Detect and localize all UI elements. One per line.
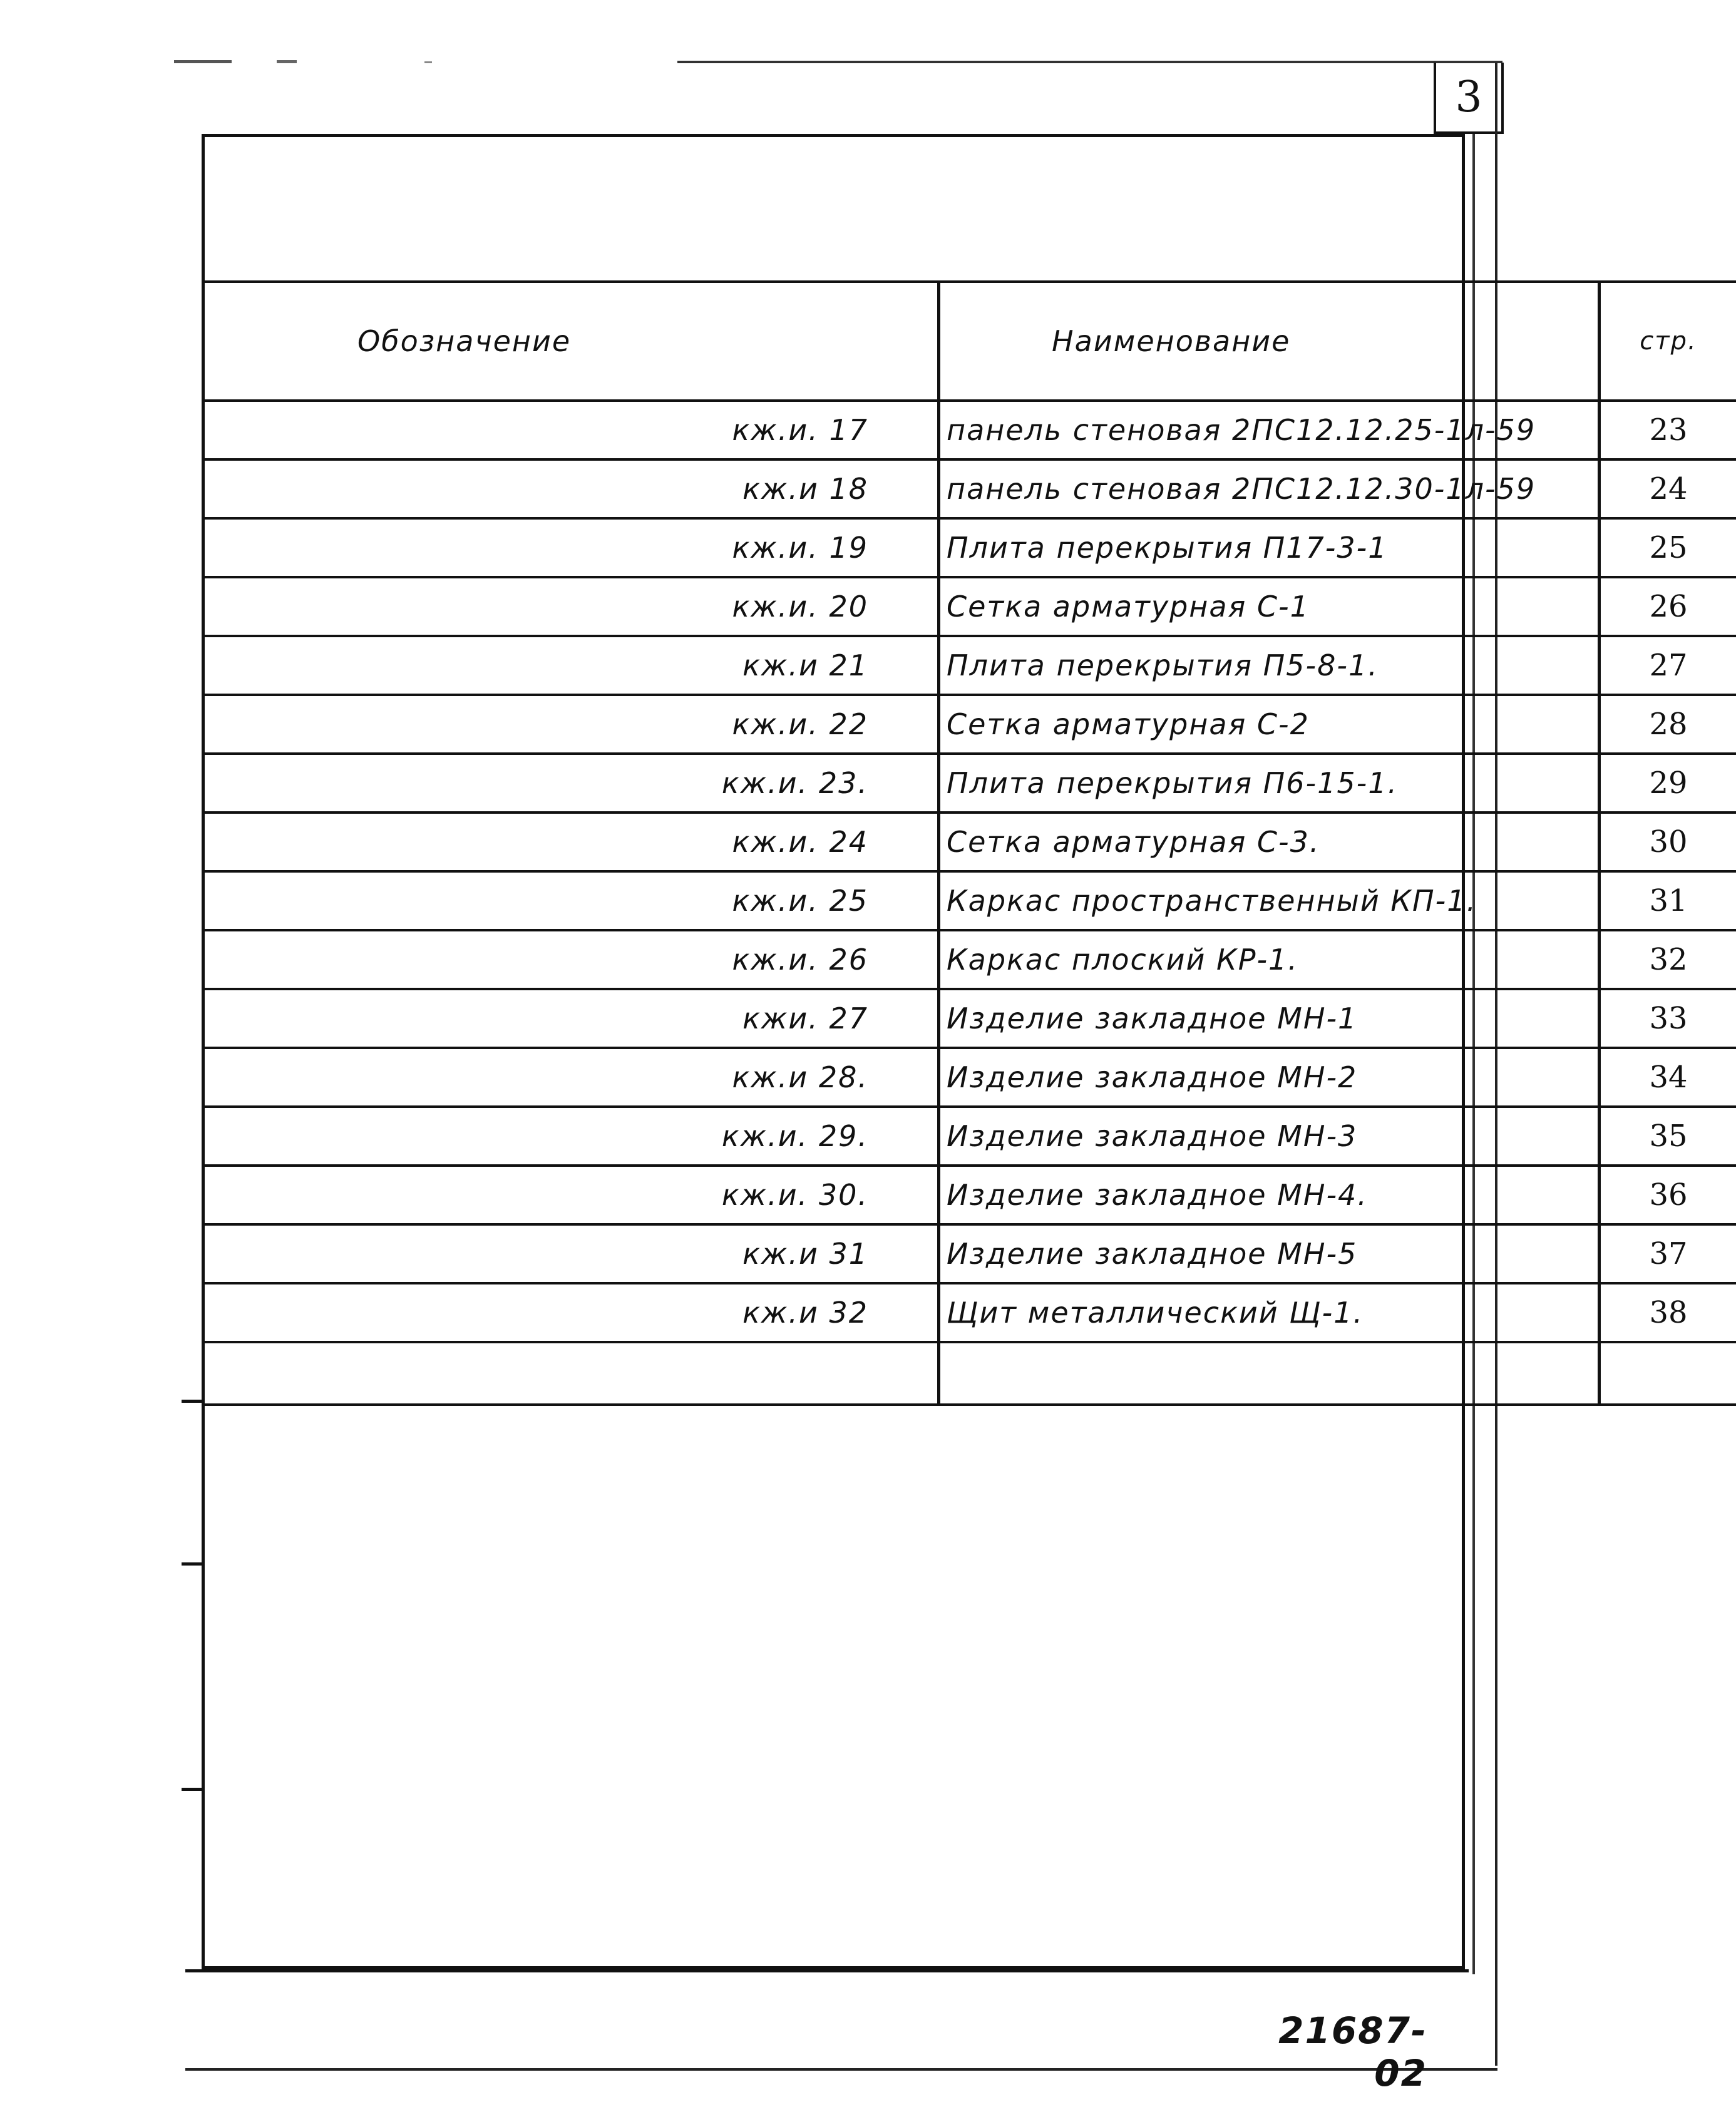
row-designation: кж.и 31 (205, 1224, 939, 1283)
row-name: Щит металлический Щ-1. (939, 1283, 1600, 1342)
row-page: 38 (1600, 1283, 1736, 1342)
table-row (205, 695, 1736, 754)
row-name: панель стеновая 2ПС12.12.25-1л-59 (939, 401, 1600, 459)
header-name: Наименование (939, 282, 1600, 401)
table-row (205, 1166, 1736, 1224)
row-designation: кж.и 21 (205, 636, 939, 695)
row-page: 26 (1600, 577, 1736, 636)
row-designation: кж.и. 19 (205, 518, 939, 577)
row-name: Изделие закладное МН-5 (939, 1224, 1600, 1283)
row-designation: кж.и 28. (205, 1048, 939, 1107)
row-name: Изделие закладное МН-1 (939, 989, 1600, 1048)
scan-mark (174, 60, 232, 63)
row-designation: кж.и. 29. (205, 1107, 939, 1166)
row-name: Плита перекрытия П5-8-1. (939, 636, 1600, 695)
row-page: 35 (1600, 1107, 1736, 1166)
row-page: 27 (1600, 636, 1736, 695)
row-name: Плита перекрытия П6-15-1. (939, 754, 1600, 813)
row-name: панель стеновая 2ПС12.12.30-1л-59 (939, 459, 1600, 518)
table-body (205, 401, 1736, 1405)
table-row (205, 636, 1736, 695)
binding-tick (182, 1400, 203, 1403)
row-name: Сетка арматурная С-2 (939, 695, 1600, 754)
row-designation: кж.и. 30. (205, 1166, 939, 1224)
page-number: 3 (1455, 72, 1482, 122)
document-code: 21687-02 (1278, 2009, 1427, 2094)
row-page: 32 (1600, 930, 1736, 989)
row-name: Сетка арматурная С-1 (939, 577, 1600, 636)
table-row (205, 813, 1736, 871)
table-row (205, 1283, 1736, 1342)
row-designation: кж.и. 25 (205, 871, 939, 930)
table-row (205, 989, 1736, 1048)
row-page: 29 (1600, 754, 1736, 813)
binding-tick (182, 1788, 203, 1791)
row-page: 33 (1600, 989, 1736, 1048)
table-row (205, 871, 1736, 930)
row-page: 25 (1600, 518, 1736, 577)
table-row (205, 930, 1736, 989)
row-designation: кжи. 27 (205, 989, 939, 1048)
row-name: Каркас плоский КР-1. (939, 930, 1600, 989)
table-row (205, 459, 1736, 518)
table-row (205, 754, 1736, 813)
binding-tick (182, 1562, 203, 1566)
row-name: Плита перекрытия П17-3-1 (939, 518, 1600, 577)
scan-mark (424, 61, 432, 63)
row-name: Изделие закладное МН-4. (939, 1166, 1600, 1224)
empty-cell (205, 1342, 939, 1405)
frame-bottom-line (185, 1969, 1469, 1972)
row-page: 28 (1600, 695, 1736, 754)
table-row (205, 577, 1736, 636)
row-page: 23 (1600, 401, 1736, 459)
row-page: 36 (1600, 1166, 1736, 1224)
table-row (205, 401, 1736, 459)
row-designation: кж.и. 23. (205, 754, 939, 813)
table-row (205, 518, 1736, 577)
row-page: 30 (1600, 813, 1736, 871)
row-designation: кж.и 18 (205, 459, 939, 518)
table-row (205, 1107, 1736, 1166)
empty-cell (939, 1342, 1600, 1405)
scan-mark (277, 60, 297, 63)
table-row (205, 1224, 1736, 1283)
empty-cell (1600, 1342, 1736, 1405)
row-designation: кж.и. 20 (205, 577, 939, 636)
row-page: 37 (1600, 1224, 1736, 1283)
contents-table (205, 280, 1736, 1406)
table-row (205, 1048, 1736, 1107)
table-row-empty (205, 1342, 1736, 1405)
row-page: 34 (1600, 1048, 1736, 1107)
row-designation: кж.и. 24 (205, 813, 939, 871)
row-page: 24 (1600, 459, 1736, 518)
row-name: Изделие закладное МН-2 (939, 1048, 1600, 1107)
table-header-row (205, 282, 1736, 401)
row-designation: кж.и. 26 (205, 930, 939, 989)
row-designation: кж.и 32 (205, 1283, 939, 1342)
top-border-line (677, 61, 1502, 63)
row-designation: кж.и. 17 (205, 401, 939, 459)
row-name: Изделие закладное МН-3 (939, 1107, 1600, 1166)
header-designation: Обозначение (205, 282, 939, 401)
row-name: Сетка арматурная С-3. (939, 813, 1600, 871)
row-name: Каркас пространственный КП-1. (939, 871, 1600, 930)
row-designation: кж.и. 22 (205, 695, 939, 754)
header-page: стр. (1600, 282, 1736, 401)
page-number-box (1434, 63, 1504, 134)
row-page: 31 (1600, 871, 1736, 930)
